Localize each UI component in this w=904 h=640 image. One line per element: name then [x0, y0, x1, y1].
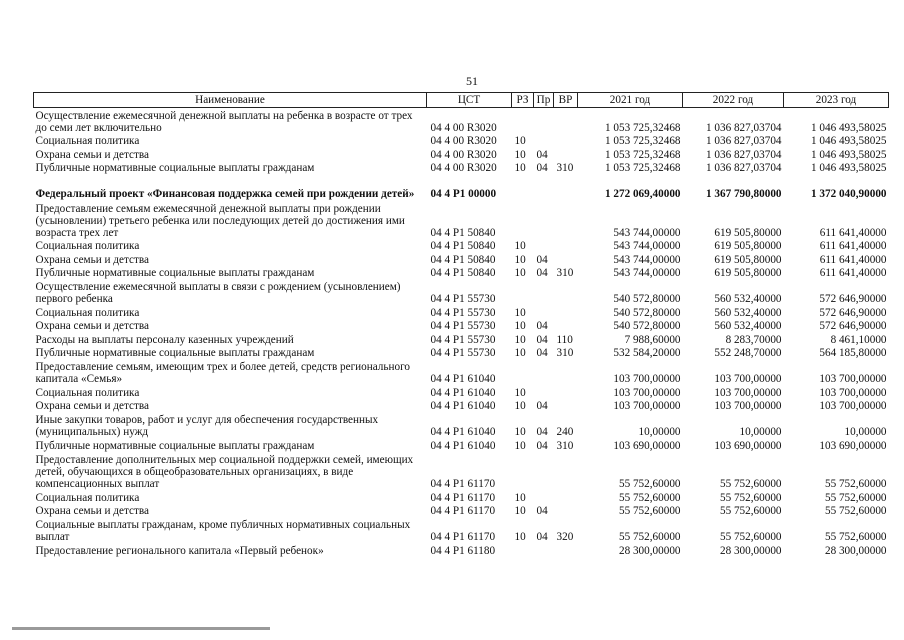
table-cell-2021: 540 572,80000 — [613, 293, 681, 305]
table-row — [34, 452, 889, 491]
table-cell-rz — [512, 452, 534, 491]
table-cell-2023: 10,00000 — [844, 426, 887, 438]
table-row — [34, 490, 889, 504]
table-cell-2023: 28 300,00000 — [824, 544, 887, 557]
table-row — [34, 266, 889, 280]
table-cell-2021: 543 744,00000 — [613, 226, 681, 239]
table-cell-name: Осуществление ежемесячной выплаты в связи с рождением (усыновлением) первого ребенка — [35, 281, 401, 305]
table-cell-rz: 10 — [514, 491, 526, 504]
scan-edge-bar — [12, 627, 270, 630]
table-cell-pr — [534, 305, 554, 319]
table-cell-vr — [554, 174, 578, 200]
table-cell-cst: 04 4 P1 50840 — [430, 253, 496, 266]
table-row — [34, 200, 889, 239]
table-cell-cst: 04 4 P1 61180 — [430, 544, 496, 557]
table-cell-pr: 04 — [536, 439, 548, 452]
table-cell-2023: 103 690,00000 — [819, 439, 887, 452]
table-cell-vr — [554, 239, 578, 253]
header-name: Наименование — [34, 93, 427, 108]
table-cell-vr — [554, 147, 578, 161]
table-cell-pr — [534, 279, 554, 305]
table-row — [34, 161, 889, 175]
table-cell-name: Осуществление ежемесячной денежной выплаты на ребенка в возрасте от трех до семи лет включительно — [35, 109, 413, 134]
table-cell-2023: 611 641,40000 — [819, 267, 887, 279]
table-cell-cst: 04 4 00 R3020 — [430, 148, 497, 161]
header-pr: Пр — [534, 93, 554, 108]
table-cell-2022: 560 532,40000 — [714, 320, 782, 332]
table-cell-rz: 10 — [514, 505, 526, 517]
table-row — [34, 279, 889, 305]
table-cell-cst: 04 4 P1 55730 — [430, 320, 496, 332]
table-cell-rz: 10 — [514, 267, 526, 279]
table-cell-2021: 103 700,00000 — [613, 386, 681, 399]
table-cell-2023: 55 752,60000 — [824, 478, 887, 490]
table-cell-2022: 619 505,80000 — [714, 267, 782, 279]
table-row — [34, 412, 889, 438]
table-cell-2021: 103 700,00000 — [613, 373, 681, 385]
table-cell-2021: 28 300,00000 — [618, 544, 681, 557]
table-row — [34, 319, 889, 333]
table-cell-2022: 28 300,00000 — [719, 544, 782, 557]
table-cell-name: Социальная политика — [35, 240, 140, 252]
table-cell-vr — [554, 452, 578, 491]
table-cell-vr — [554, 399, 578, 413]
table-cell-rz: 10 — [514, 253, 526, 266]
table-cell-pr: 04 — [536, 162, 548, 174]
table-row — [34, 385, 889, 399]
page-number: 51 — [466, 74, 478, 88]
table-cell-vr — [554, 252, 578, 266]
table-cell-2021: 103 700,00000 — [613, 400, 681, 412]
table-cell-name: Охрана семьи и детства — [35, 148, 149, 161]
table-cell-2023: 1 372 040,90000 — [810, 188, 887, 200]
table-row — [34, 108, 889, 134]
table-cell-2022: 103 690,00000 — [714, 439, 782, 452]
table-cell-2021: 543 744,00000 — [613, 253, 681, 266]
table-cell-2021: 55 752,60000 — [618, 478, 681, 490]
table-cell-rz: 10 — [514, 400, 526, 412]
table-cell-2021: 1 053 725,32468 — [604, 121, 681, 134]
table-cell-pr — [534, 200, 554, 239]
table-cell-2021: 7 988,60000 — [624, 333, 681, 346]
table-cell-rz: 10 — [514, 531, 526, 543]
table-cell-pr: 04 — [536, 531, 548, 543]
table-row — [34, 134, 889, 148]
table-cell-pr — [534, 134, 554, 148]
table-cell-cst: 04 4 00 R3020 — [430, 121, 497, 134]
table-cell-2023: 611 641,40000 — [819, 226, 887, 239]
table-cell-cst: 04 4 P1 61170 — [430, 478, 496, 490]
table-row — [34, 252, 889, 266]
table-row — [34, 239, 889, 253]
table-row — [34, 517, 889, 543]
table-cell-2022: 55 752,60000 — [719, 505, 782, 517]
table-cell-2022: 103 700,00000 — [714, 386, 782, 399]
table-cell-name: Публичные нормативные социальные выплаты гражданам — [35, 267, 315, 279]
table-cell-rz: 10 — [514, 162, 526, 174]
budget-table — [33, 92, 889, 557]
table-cell-cst: 04 4 00 R3020 — [430, 135, 497, 147]
table-header-row — [34, 93, 889, 108]
table-cell-cst: 04 4 P1 55730 — [430, 293, 496, 305]
table-cell-2022: 103 700,00000 — [714, 400, 782, 412]
table-cell-rz: 10 — [514, 333, 526, 346]
table-cell-2023: 1 046 493,58025 — [810, 148, 887, 161]
table-cell-name: Охрана семьи и детства — [35, 505, 149, 517]
table-cell-rz: 10 — [514, 347, 526, 359]
header-2023: 2023 год — [784, 93, 889, 108]
table-cell-name: Социальная политика — [35, 135, 140, 147]
table-cell-2022: 560 532,40000 — [714, 293, 782, 305]
table-cell-name: Иные закупки товаров, работ и услуг для обеспечения государственных (муниципальных) нужд — [35, 414, 379, 438]
table-cell-pr — [534, 385, 554, 399]
table-cell-2021: 1 053 725,32468 — [604, 162, 681, 174]
table-cell-2023: 572 646,90000 — [819, 306, 887, 319]
table-cell-2023: 572 646,90000 — [819, 293, 887, 305]
table-cell-2023: 103 700,00000 — [819, 400, 887, 412]
table-cell-2021: 55 752,60000 — [618, 505, 681, 517]
table-cell-2021: 1 053 725,32468 — [604, 135, 681, 147]
table-cell-vr — [554, 543, 578, 557]
table-cell-name: Предоставление регионального капитала «Первый ребенок» — [35, 544, 324, 557]
table-cell-vr — [554, 134, 578, 148]
table-cell-2023: 55 752,60000 — [824, 505, 887, 517]
table-cell-name: Расходы на выплаты персоналу казенных учреждений — [35, 333, 294, 346]
table-cell-2022: 55 752,60000 — [719, 531, 782, 543]
table-cell-2022: 560 532,40000 — [714, 306, 782, 319]
table-cell-rz: 10 — [514, 240, 526, 252]
table-row — [34, 438, 889, 452]
table-cell-pr — [534, 174, 554, 200]
table-cell-pr: 04 — [536, 400, 548, 412]
table-cell-rz — [512, 543, 534, 557]
table-cell-name: Публичные нормативные социальные выплаты гражданам — [35, 347, 315, 359]
table-cell-pr: 04 — [536, 320, 548, 332]
table-cell-2021: 543 744,00000 — [613, 267, 681, 279]
table-cell-2022: 8 283,70000 — [725, 333, 782, 346]
table-cell-2022: 619 505,80000 — [714, 253, 782, 266]
table-row — [34, 332, 889, 346]
table-cell-2023: 611 641,40000 — [819, 253, 887, 266]
table-cell-2021: 540 572,80000 — [613, 306, 681, 319]
table-cell-rz: 10 — [514, 148, 526, 161]
table-row — [34, 305, 889, 319]
table-cell-cst: 04 4 P1 55730 — [430, 333, 496, 346]
table-row — [34, 399, 889, 413]
table-cell-name: Охрана семьи и детства — [35, 320, 149, 332]
table-cell-rz — [512, 359, 534, 385]
table-cell-name: Публичные нормативные социальные выплаты гражданам — [35, 162, 315, 174]
table-cell-2022: 1 367 790,80000 — [705, 188, 782, 200]
table-cell-vr — [554, 359, 578, 385]
table-cell-vr: 310 — [556, 162, 574, 174]
table-cell-2023: 8 461,10000 — [830, 333, 887, 346]
table-cell-cst: 04 4 P1 50840 — [430, 240, 496, 252]
table-cell-2022: 1 036 827,03704 — [705, 162, 782, 174]
table-cell-cst: 04 4 P1 61040 — [430, 386, 496, 399]
table-cell-2023: 1 046 493,58025 — [810, 162, 887, 174]
table-cell-2022: 1 036 827,03704 — [705, 148, 782, 161]
table-cell-pr — [534, 359, 554, 385]
table-cell-name: Предоставление семьям ежемесячной денежной выплаты при рождении (усыновлении) третьего ребенка или последующих детей до достижения ими возраста трех лет — [35, 202, 405, 239]
table-cell-pr: 04 — [536, 253, 548, 266]
table-cell-2023: 564 185,80000 — [819, 347, 887, 359]
table-cell-cst: 04 4 P1 50840 — [430, 226, 496, 239]
table-cell-2022: 55 752,60000 — [719, 478, 782, 490]
table-cell-pr: 04 — [536, 333, 548, 346]
table-cell-vr — [554, 200, 578, 239]
header-vr: ВР — [554, 93, 578, 108]
table-cell-name: Социальные выплаты гражданам, кроме публичных нормативных социальных выплат — [35, 519, 411, 543]
table-cell-2022: 552 248,70000 — [714, 347, 782, 359]
table-cell-name: Предоставление семьям, имеющим трех и более детей, средств регионального капитала «Семья» — [35, 361, 410, 385]
table-cell-cst: 04 4 P1 55730 — [430, 306, 496, 319]
table-row — [34, 174, 889, 200]
table-cell-vr — [554, 504, 578, 518]
table-cell-2022: 55 752,60000 — [719, 491, 782, 504]
table-cell-name: Предоставление дополнительных мер социальной поддержки семей, имеющих детей, обучающихся в общеобразовательных организациях, в виде компенсационных выплат — [35, 454, 414, 490]
table-cell-rz: 10 — [514, 135, 526, 147]
header-2022: 2022 год — [683, 93, 784, 108]
table-cell-cst: 04 4 P1 55730 — [430, 347, 496, 359]
table-cell-vr: 240 — [556, 426, 574, 438]
table-cell-2023: 611 641,40000 — [819, 240, 887, 252]
table-cell-name: Социальная политика — [35, 306, 140, 319]
table-cell-name: Социальная политика — [35, 386, 140, 399]
table-cell-2023: 55 752,60000 — [824, 491, 887, 504]
table-cell-vr — [554, 279, 578, 305]
table-cell-pr — [534, 108, 554, 134]
table-cell-name: Охрана семьи и детства — [35, 253, 149, 266]
table-cell-name: Охрана семьи и детства — [35, 400, 149, 412]
table-cell-2022: 103 700,00000 — [714, 373, 782, 385]
table-cell-cst: 04 4 P1 00000 — [430, 188, 497, 200]
table-cell-pr — [534, 490, 554, 504]
table-cell-2023: 572 646,90000 — [819, 320, 887, 332]
table-cell-2022: 1 036 827,03704 — [705, 121, 782, 134]
table-cell-2022: 619 505,80000 — [714, 240, 782, 252]
table-cell-rz — [512, 174, 534, 200]
table-cell-2021: 532 584,20000 — [613, 347, 681, 359]
table-cell-2023: 1 046 493,58025 — [810, 135, 887, 147]
table-cell-2022: 619 505,80000 — [714, 226, 782, 239]
table-cell-rz: 10 — [514, 426, 526, 438]
table-cell-cst: 04 4 P1 61040 — [430, 426, 496, 438]
table-cell-cst: 04 4 P1 61040 — [430, 373, 496, 385]
table-cell-vr: 310 — [556, 347, 574, 359]
table-cell-pr — [534, 452, 554, 491]
table-cell-2023: 103 700,00000 — [819, 386, 887, 399]
table-cell-cst: 04 4 P1 61170 — [430, 531, 496, 543]
table-row — [34, 359, 889, 385]
table-cell-2023: 55 752,60000 — [824, 531, 887, 543]
table-cell-vr — [554, 385, 578, 399]
table-cell-rz: 10 — [514, 386, 526, 399]
table-cell-rz — [512, 200, 534, 239]
table-cell-2021: 55 752,60000 — [618, 531, 681, 543]
table-row — [34, 147, 889, 161]
table-cell-2023: 1 046 493,58025 — [810, 121, 887, 134]
table-row — [34, 346, 889, 360]
table-cell-vr: 310 — [556, 439, 574, 452]
table-cell-rz: 10 — [514, 320, 526, 332]
table-cell-2021: 10,00000 — [638, 426, 681, 438]
table-cell-vr — [554, 490, 578, 504]
header-2021: 2021 год — [578, 93, 683, 108]
table-cell-rz — [512, 108, 534, 134]
table-cell-pr: 04 — [536, 148, 548, 161]
header-rz: РЗ — [512, 93, 534, 108]
table-cell-2021: 55 752,60000 — [618, 491, 681, 504]
table-cell-2022: 1 036 827,03704 — [705, 135, 782, 147]
table-cell-pr: 04 — [536, 505, 548, 517]
table-cell-cst: 04 4 P1 61170 — [430, 491, 496, 504]
table-cell-cst: 04 4 P1 61170 — [430, 505, 496, 517]
table-cell-rz: 10 — [514, 306, 526, 319]
table-cell-2021: 103 690,00000 — [613, 439, 681, 452]
table-cell-cst: 04 4 P1 61040 — [430, 400, 496, 412]
table-cell-vr: 320 — [556, 531, 574, 543]
table-cell-rz: 10 — [514, 439, 526, 452]
table-cell-2021: 1 272 069,40000 — [604, 188, 681, 200]
table-row — [34, 504, 889, 518]
table-cell-pr — [534, 239, 554, 253]
header-cst: ЦСТ — [427, 93, 512, 108]
table-cell-pr: 04 — [536, 347, 548, 359]
table-cell-2022: 10,00000 — [739, 426, 782, 438]
table-cell-name: Публичные нормативные социальные выплаты гражданам — [35, 439, 315, 452]
table-cell-pr: 04 — [536, 267, 548, 279]
table-cell-rz — [512, 279, 534, 305]
table-cell-2021: 543 744,00000 — [613, 240, 681, 252]
table-cell-pr: 04 — [536, 426, 548, 438]
table-cell-cst: 04 4 P1 61040 — [430, 439, 496, 452]
table-cell-2021: 1 053 725,32468 — [604, 148, 681, 161]
table-cell-cst: 04 4 00 R3020 — [430, 162, 497, 174]
table-cell-name: Социальная политика — [35, 491, 140, 504]
table-cell-vr — [554, 108, 578, 134]
table-cell-cst: 04 4 P1 50840 — [430, 267, 496, 279]
table-cell-vr — [554, 305, 578, 319]
table-cell-vr: 110 — [556, 333, 573, 346]
table-cell-pr — [534, 543, 554, 557]
table-cell-vr — [554, 319, 578, 333]
table-cell-2023: 103 700,00000 — [819, 373, 887, 385]
table-cell-2021: 540 572,80000 — [613, 320, 681, 332]
table-row — [34, 543, 889, 557]
table-cell-vr: 310 — [556, 267, 574, 279]
table-cell-name: Федеральный проект «Финансовая поддержка семей при рождении детей» — [35, 188, 415, 200]
